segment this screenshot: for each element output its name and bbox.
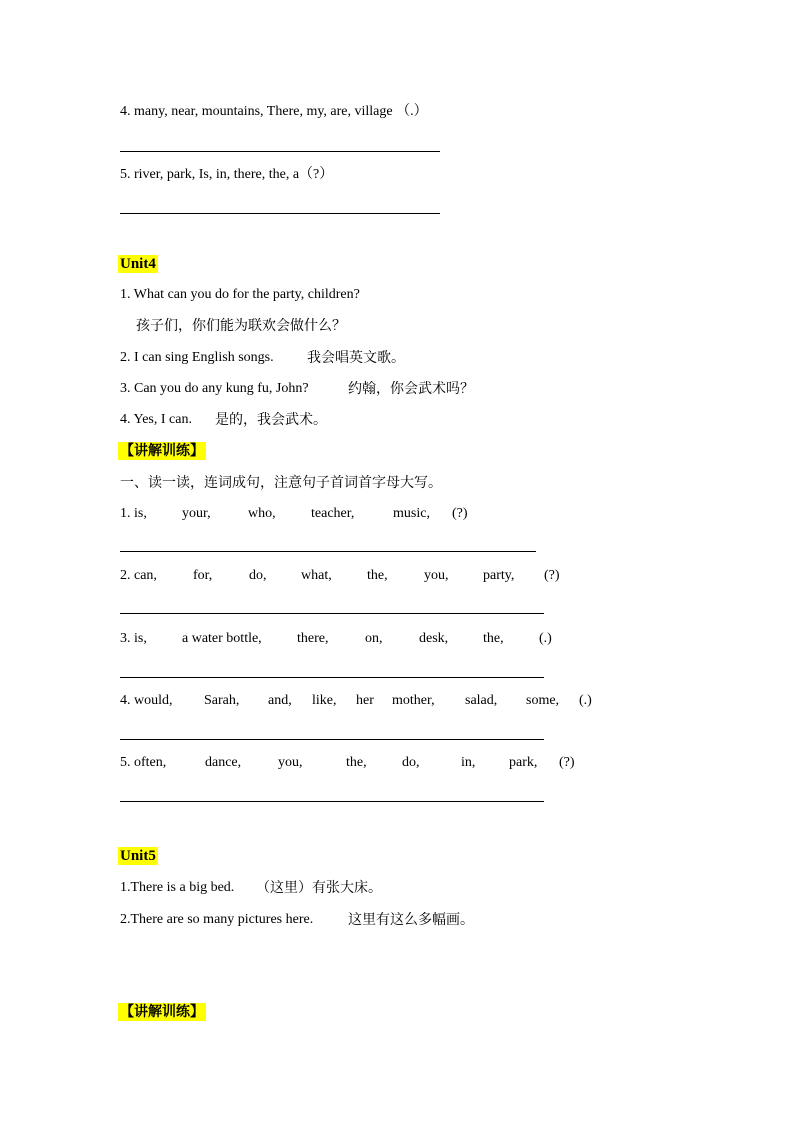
word: (.): [539, 631, 552, 646]
answer-line: [120, 213, 440, 214]
word: in,: [461, 755, 476, 770]
word: some,: [526, 693, 560, 708]
exercise-row-2: [120, 567, 570, 585]
word: the,: [483, 631, 504, 646]
word: 4. would,: [120, 693, 173, 708]
exercise-row-4: [120, 692, 600, 710]
unit4-sentence-4-en: 4. Yes, I can.: [120, 412, 192, 427]
practice-label-unit5: 【讲解训练】: [120, 1004, 204, 1020]
exercise-row-5: [120, 754, 580, 772]
word: do,: [402, 755, 420, 770]
unit5-heading: Unit5: [120, 848, 156, 864]
exercise-5-text: 5. river, park, Is, in, there, the, a（?）: [120, 167, 334, 182]
unit4-heading: Unit4: [120, 256, 156, 272]
word: 3. is,: [120, 631, 147, 646]
word: (?): [544, 568, 560, 583]
word: 1. is,: [120, 506, 147, 521]
answer-line: [120, 801, 544, 802]
word: desk,: [419, 631, 449, 646]
unit4-sentence-3-en: 3. Can you do any kung fu, John?: [120, 381, 309, 396]
word: the,: [346, 755, 367, 770]
answer-line: [120, 151, 440, 152]
answer-line: [120, 739, 544, 740]
word: party,: [483, 568, 515, 583]
unit5-sentence-1-en: 1.There is a big bed.: [120, 880, 235, 895]
unit4-sentence-2-zh: 我会唱英文歌。: [307, 350, 405, 366]
unit4-sentence-3-zh: 约翰，你会武术吗？: [348, 381, 474, 397]
word: like,: [312, 693, 337, 708]
word: what,: [301, 568, 332, 583]
word: teacher,: [311, 506, 355, 521]
exercise-4-text: 4. many, near, mountains, There, my, are, village （.）: [120, 104, 428, 119]
word: do,: [249, 568, 267, 583]
word: the,: [367, 568, 388, 583]
word: on,: [365, 631, 383, 646]
exercise-row-1: [120, 505, 540, 523]
unit4-sentence-1-zh: 孩子们，你们能为联欢会做什么？: [136, 318, 346, 334]
word: a water bottle,: [182, 631, 262, 646]
word: salad,: [465, 693, 498, 708]
word: 5. often,: [120, 755, 167, 770]
unit4-sentence-4-zh: 是的，我会武术。: [215, 412, 327, 428]
answer-line: [120, 677, 544, 678]
word: her: [356, 693, 374, 708]
word: park,: [509, 755, 538, 770]
word: your,: [182, 506, 211, 521]
word: (?): [452, 506, 468, 521]
instruction-text: 一、读一读，连词成句，注意句子首词首字母大写。: [120, 475, 442, 491]
word: mother,: [392, 693, 435, 708]
word: (.): [579, 693, 592, 708]
word: and,: [268, 693, 292, 708]
word: there,: [297, 631, 329, 646]
word: Sarah,: [204, 693, 240, 708]
word: you,: [424, 568, 449, 583]
word: (?): [559, 755, 575, 770]
word: you,: [278, 755, 303, 770]
exercise-row-3: [120, 630, 570, 648]
unit5-sentence-2-en: 2.There are so many pictures here.: [120, 912, 314, 927]
word: music,: [393, 506, 430, 521]
practice-label: 【讲解训练】: [120, 443, 204, 459]
answer-line: [120, 613, 544, 614]
unit5-sentence-1-zh: （这里）有张大床。: [256, 880, 382, 896]
word: dance,: [205, 755, 242, 770]
word: for,: [193, 568, 213, 583]
unit4-sentence-2-en: 2. I can sing English songs.: [120, 350, 274, 365]
unit4-sentence-1-en: 1. What can you do for the party, children?: [120, 287, 360, 302]
word: 2. can,: [120, 568, 157, 583]
answer-line: [120, 551, 536, 552]
unit5-sentence-2-zh: 这里有这么多幅画。: [348, 912, 474, 928]
word: who,: [248, 506, 276, 521]
